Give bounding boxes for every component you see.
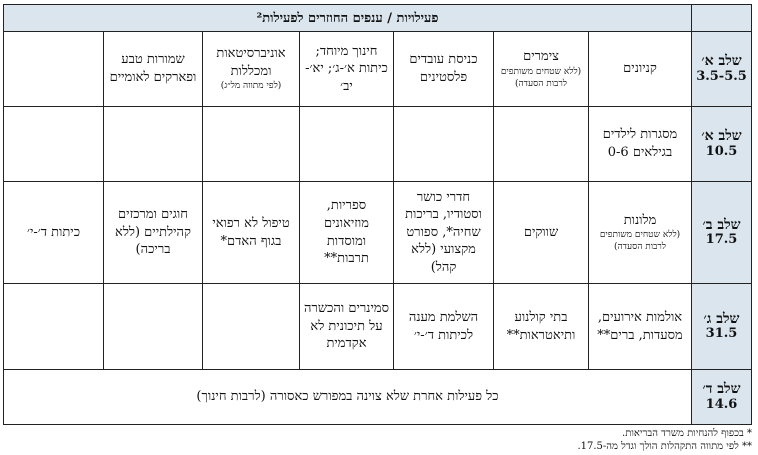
empty-cell — [103, 283, 203, 370]
stage-cell — [691, 106, 752, 182]
activity-cell — [3, 181, 104, 284]
activity-text: אולמות אירועים, מסעדות, ברים** — [597, 309, 683, 343]
stage-label: שלב ד׳ — [702, 381, 741, 398]
activity-cell — [299, 283, 394, 370]
activity-cell — [588, 283, 692, 370]
empty-cell — [3, 283, 104, 370]
activity-text: טיפול לא רפואי בגוף האדם* — [212, 215, 290, 249]
stage-date: 14.6 — [705, 396, 738, 412]
activity-text: כניסת עובדים פלסטינים — [409, 52, 478, 85]
activities-table — [3, 4, 752, 425]
stage-label: שלב ג׳ — [703, 310, 740, 327]
activity-cell — [202, 31, 300, 107]
activity-note: (ללא שטחים משותפים לרבות הסעדה) — [599, 230, 681, 253]
activity-note: (ללא שטחים משותפים לרבות הסעדה) — [500, 66, 582, 89]
activity-text: קניונים — [623, 61, 657, 77]
activity-text: כל פעילות אחרת שלא צוינה במפורש כאסורה (לרבות חינוך) — [196, 389, 499, 405]
activity-text: בתי קולנוע ותיאטראות** — [506, 309, 576, 343]
stage-cell — [691, 283, 752, 370]
activity-cell — [103, 31, 203, 107]
activity-cell — [393, 283, 494, 370]
activity-cell — [493, 181, 589, 284]
activity-text: השלמת מענה לכיתות ד׳-י׳ — [408, 309, 479, 343]
footnote-2: ** לפי מתווה התקהלות הולך וגדל מה-17.5. — [577, 441, 752, 452]
activity-cell — [202, 181, 300, 284]
stage-date: 3.5-5.5 — [696, 68, 747, 84]
activity-text: חדרי כושר וסטודיו, בריכות שחיה*, ספורט מקצועי (ללא קהל) — [405, 189, 482, 275]
activity-text: ספריות, מוזיאונים ומוסדות תרבות** — [324, 198, 369, 267]
table-title: פעילויות / ענפים החוזרים לפעילות² — [3, 4, 692, 32]
corner-cell — [691, 4, 752, 32]
empty-cell — [202, 106, 300, 182]
stage-cell — [691, 369, 752, 425]
empty-cell — [299, 106, 394, 182]
empty-cell — [202, 283, 300, 370]
activity-text: שמורות טבע ופארקים לאומיים — [109, 52, 197, 85]
other-activities-cell — [3, 369, 692, 425]
activity-text: חינוך מיוחד; כיתות א׳-ג׳; יא׳-יב׳ — [305, 43, 388, 94]
stage-label: שלב ב׳ — [702, 216, 741, 233]
empty-cell — [103, 106, 203, 182]
activity-text: מלונות — [623, 212, 657, 228]
activity-text: סמינרים והכשרה על תיכונית לא אקדמית — [303, 301, 389, 352]
stage-cell — [691, 31, 752, 107]
activity-cell — [493, 31, 589, 107]
empty-cell — [493, 106, 589, 182]
activity-cell — [588, 181, 692, 284]
stage-date: 10.5 — [705, 143, 738, 159]
activity-text: שווקים — [523, 224, 559, 240]
activity-text: אוניברסיטאות ומכללות — [216, 46, 286, 79]
activity-text: חוגים ומרכזים קהילתיים (ללא בריכה) — [115, 207, 191, 258]
stage-label: שלב א׳ — [701, 53, 742, 70]
activity-cell — [299, 31, 394, 107]
activity-text: צימרים — [523, 49, 559, 65]
stage-cell — [691, 181, 752, 284]
stage-date: 17.5 — [705, 232, 738, 248]
activity-cell — [3, 31, 104, 107]
empty-cell — [393, 106, 494, 182]
activity-cell — [393, 181, 494, 284]
activity-cell — [588, 106, 692, 182]
activity-cell — [393, 31, 494, 107]
activity-text: כיתות ד׳-י׳ — [26, 224, 81, 240]
activity-cell — [588, 31, 692, 107]
stage-label: שלב א׳ — [701, 128, 742, 145]
footnote-1: * בכפוף להנחיות משרד הבריאות. — [622, 428, 752, 439]
activity-cell — [103, 181, 203, 284]
stage-date: 31.5 — [705, 326, 738, 342]
activity-note: (לפי מתווה מל״ג) — [220, 81, 282, 92]
activity-cell — [299, 181, 394, 284]
activity-text: מסגרות לילדים בגילאים 0-6 — [602, 127, 678, 160]
activity-cell — [493, 283, 589, 370]
empty-cell — [3, 106, 104, 182]
